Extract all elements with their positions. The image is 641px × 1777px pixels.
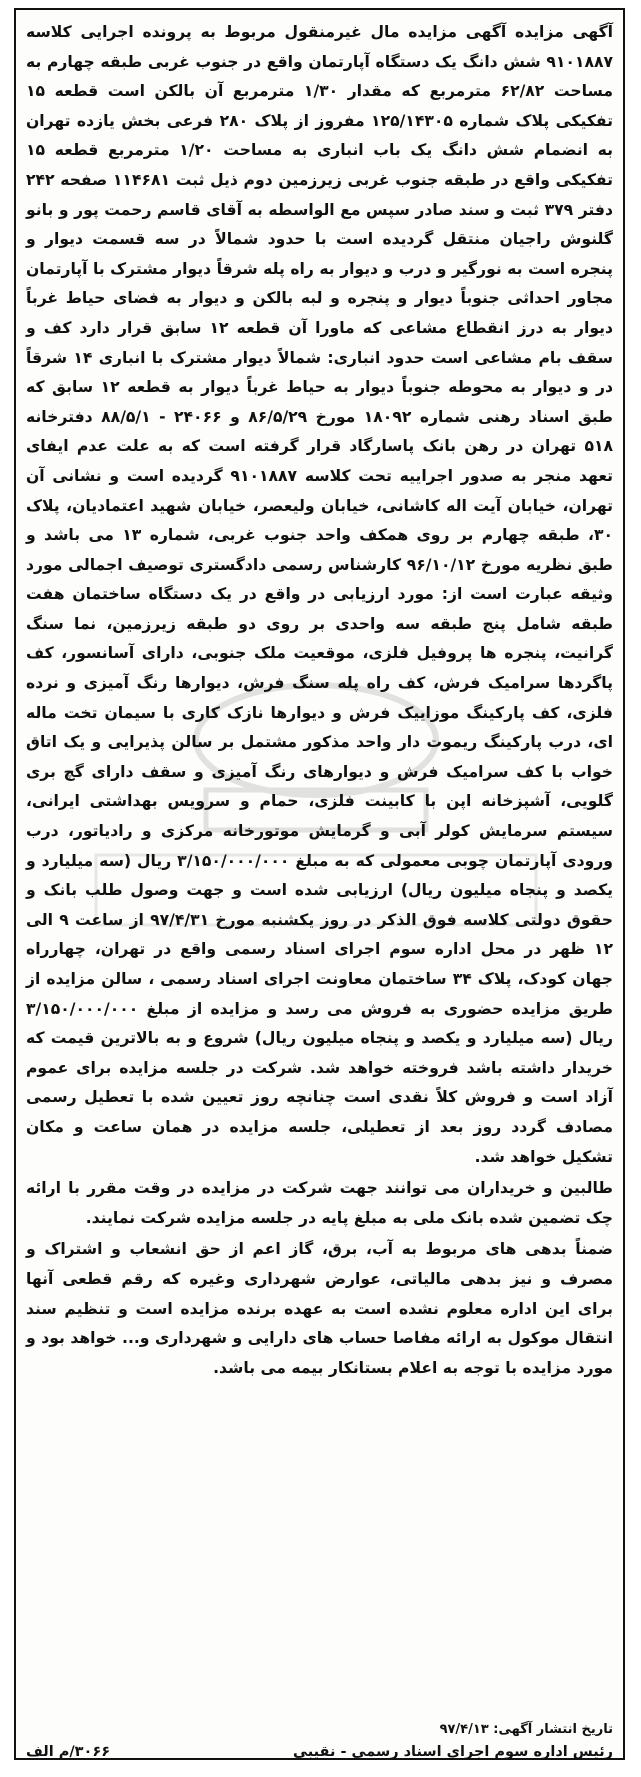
reference-code: ۳۰۶۶/م الف: [26, 1744, 111, 1760]
auction-notice: [14, 8, 625, 1760]
notice-bidders-paragraph: طالبین و خریداران می توانند جهت شرکت در مزایده در وقت مقرر با ارائه چک تضمین شده بانک ملی به مبلغ پایه در جلسه مزایده شرکت نمایند.: [26, 1179, 613, 1227]
publish-date: تاریخ انتشار آگهی: ۹۷/۴/۱۳: [439, 1722, 613, 1737]
notice-debts-paragraph: ضمناً بدهی های مربوط به آب، برق، گاز اعم از حق انشعاب و اشتراک و مصرف و نیز بدهی مالیاتی، عوارض شهرداری وغیره که رقم قطعی آنها برای این اداره معلوم نشده است به عهده برنده مزایده است و تنظیم سند انتقال موکول به ارائه مفاصا حساب های دارایی و شهرداری و... خواهد بود و مورد مزایده با توجه به اعلام بستانکار بیمه می باشد.: [26, 1240, 613, 1377]
notice-body: [26, 18, 613, 1383]
notice-footer: [26, 1744, 613, 1760]
signatory: رئیس اداره سوم اجرای اسناد رسمی - نقیبی: [293, 1744, 613, 1760]
notice-main-paragraph: آگهی مزایده آگهی مزایده مال غیرمنقول مربوط به پرونده اجرایی کلاسه ۹۱۰۱۸۸۷ شش دانگ یک دستگاه آپارتمان واقع در جنوب غربی طبقه چهارم به مساحت ۶۲/۸۲ مترمربع که مقدار ۱/۳۰ مترمربع آن بالکن است قطعه ۱۵ تفکیکی پلاک شماره ۱۲۵/۱۴۳۰۵ مفروز از پلاک ۲۸۰ فرعی بخش یازده تهران به انضمام شش دانگ یک باب انباری به مساحت ۱/۲۰ مترمربع قطعه ۱۵ تفکیکی واقع در طبقه جنوب غربی زیرزمین دوم ذیل ثبت ۱۱۴۶۸۱ صفحه ۲۴۲ دفتر ۳۷۹ ثبت و سند صادر سپس مع الواسطه به آقای قاسم رحمت پور و بانو گلنوش راجیان منتقل گردیده است با حدود شمالاً در سه قسمت دیوار و پنجره است به نورگیر و درب و دیوار به راه پله شرقاً دیوار مشترک با آپارتمان مجاور احداثی جنوباً دیوار و پنجره و لبه بالکن و دیوار به فضای حیاط غرباً دیوار به درز انقطاع مشاعی که ماورا آن قطعه ۱۲ سابق قرار دارد کف و سقف بام مشاعی است حدود انباری: شمالاً دیوار مشترک با انباری ۱۴ شرقاً در و دیوار به محوطه جنوباً دیوار به حیاط غرباً دیوار به قطعه ۱۲ سابق که طبق اسناد رهنی شماره ۱۸۰۹۲ مورخ ۸۶/۵/۲۹ و ۲۴۰۶۶ - ۸۸/۵/۱ دفترخانه ۵۱۸ تهران در رهن بانک پاسارگاد قرار گرفته است که به علت عدم ایفای تعهد منجر به صدور اجراییه تحت کلاسه ۹۱۰۱۸۸۷ گردیده است و نشانی آن تهران، خیابان آیت اله کاشانی، خیابان ولیعصر، خیابان شهید اعتمادیان، پلاک ۳۰، طبقه چهارم بر روی همکف واحد جنوب غربی، شماره ۱۳ می باشد و طبق نظریه مورخ ۹۶/۱۰/۱۲ کارشناس رسمی دادگستری توصیف اجمالی مورد وثیقه عبارت است از: مورد ارزیابی در واقع در یک دستگاه ساختمان هفت طبقه شامل پنج طبقه سه واحدی بر روی دو طبقه زیرزمین، نما سنگ گرانیت، پنجره ها پروفیل فلزی، موقعیت ملک جنوبی، دارای آسانسور، کف پاگردها سرامیک فرش، کف راه پله سنگ فرش، دیوارها رنگ آمیزی و نرده فلزی، کف پارکینگ موزاییک فرش و دیوارها نازک کاری با سیمان تخت ماله ای، درب پارکینگ ریموت دار واحد مذکور مشتمل بر سالن پذیرایی و یک اتاق خواب با کف سرامیک فرش و دیوارهای رنگ آمیزی و سقف دارای گچ بری گلویی، آشپزخانه اپن با کابینت فلزی، حمام و سرویس بهداشتی ایرانی، سیستم سرمایش کولر آبی و گرمایش موتورخانه مرکزی و رادیاتور، درب ورودی آپارتمان چوبی معمولی که به مبلغ ۳/۱۵۰/۰۰۰/۰۰۰ ریال (سه میلیارد و یکصد و پنجاه میلیون ریال) ارزیابی شده است و جهت وصول طلب بانک و حقوق دولتی کلاسه فوق الذکر در روز یکشنبه مورخ ۹۷/۴/۳۱ از ساعت ۹ الی ۱۲ ظهر در محل اداره سوم اجرای اسناد رسمی واقع در تهران، چهارراه جهان کودک، پلاک ۳۴ ساختمان معاونت اجرای اسناد رسمی ، سالن مزایده از طریق مزایده حضوری به فروش می رسد و مزایده از مبلغ ۳/۱۵۰/۰۰۰/۰۰۰ ریال (سه میلیارد و یکصد و پنجاه میلیون ریال) شروع و به بالاترین قیمت که خریدار داشته باشد فروخته خواهد شد. شرکت در جلسه مزایده برای عموم آزاد است و فروش کلاً نقدی است چنانچه روز تعیین شده با تعطیل رسمی مصادف گردد روز بعد از تعطیلی، جلسه مزایده در همان ساعت و مکان تشکیل خواهد شد.: [26, 23, 614, 1166]
